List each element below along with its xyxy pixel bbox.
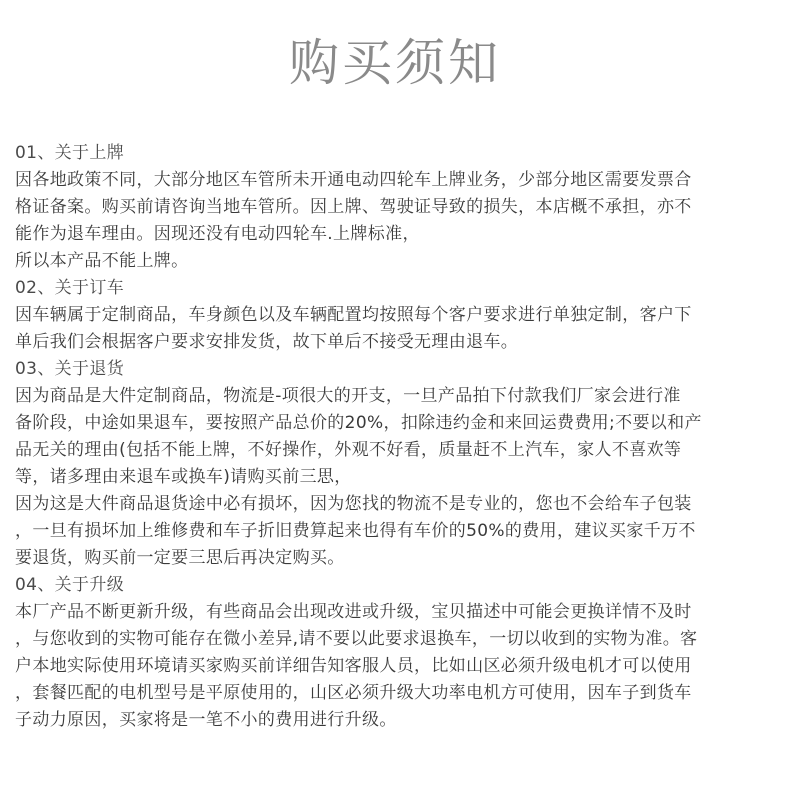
paragraph-line: 品无关的理由(包括不能上牌，不好操作，外观不好看，质量赶不上汽车，家人不喜欢等 xyxy=(15,440,682,460)
paragraph-line: 户本地实际使用环境请买家购买前详细告知客服人员，比如山区必须升级电机才可以使用 xyxy=(15,656,692,676)
paragraph-line: 格证备案。购买前请咨询当地车管所。因上牌、驾驶证导致的损失，本店概不承担，亦不 xyxy=(15,197,692,217)
section-ordering xyxy=(15,275,785,356)
paragraph-line: 所以本产品不能上牌。 xyxy=(15,251,189,271)
paragraph-line: 能作为退车理由。因现还没有电动四轮车.上牌标准， xyxy=(15,224,420,244)
section-heading: 03、关于退货 xyxy=(15,359,125,379)
section-returns xyxy=(15,356,785,572)
page-title: 购买须知 xyxy=(289,34,501,92)
section-upgrades xyxy=(15,572,785,734)
paragraph-line: 要退货，购买前一定要三思后再决定购买。 xyxy=(15,548,345,568)
paragraph-line: 因车辆属于定制商品，车身颜色以及车辆配置均按照每个客户要求进行单独定制，客户下 xyxy=(15,305,692,325)
section-heading: 04、关于升级 xyxy=(15,575,125,595)
paragraph-line: 等，诸多理由来退车或换车)请购买前三思， xyxy=(15,467,352,487)
paragraph-line: ，套餐匹配的电机型号是平原使用的，山区必须升级大功率电机方可使用，因车子到货车 xyxy=(15,683,692,703)
paragraph-line: 本厂产品不断更新升级，有些商品会出现改进或升级，宝贝描述中可能会更换详情不及时 xyxy=(15,602,692,622)
paragraph-line: ，一旦有损坏加上维修费和车子折旧费算起来也得有车价的50%的费用，建议买家千万不 xyxy=(15,521,696,541)
section-heading: 01、关于上牌 xyxy=(15,143,125,163)
paragraph-line: 单后我们会根据客户要求安排发货，故下单后不接受无理由退车。 xyxy=(15,332,519,352)
paragraph-line: 备阶段，中途如果退车，要按照产品总价的20%，扣除违约金和来回运费费用;不要以和产 xyxy=(15,413,702,433)
section-license-plate xyxy=(15,140,785,275)
paragraph-line: 因各地政策不同，大部分地区车管所未开通电动四轮车上牌业务，少部分地区需要发票合 xyxy=(15,170,692,190)
paragraph-line: 因为商品是大件定制商品，物流是-项很大的开支，一旦产品拍下付款我们厂家会进行准 xyxy=(15,386,681,406)
paragraph-line: ，与您收到的实物可能存在微小差异,请不要以此要求退换车，一切以收到的实物为准。客 xyxy=(15,629,698,649)
notice-body xyxy=(15,140,785,734)
paragraph-line: 因为这是大件商品退货途中必有损坏，因为您找的物流不是专业的，您也不会给车子包装 xyxy=(15,494,692,514)
section-heading: 02、关于订车 xyxy=(15,278,125,298)
paragraph-line: 子动力原因，买家将是一笔不小的费用进行升级。 xyxy=(15,710,397,730)
